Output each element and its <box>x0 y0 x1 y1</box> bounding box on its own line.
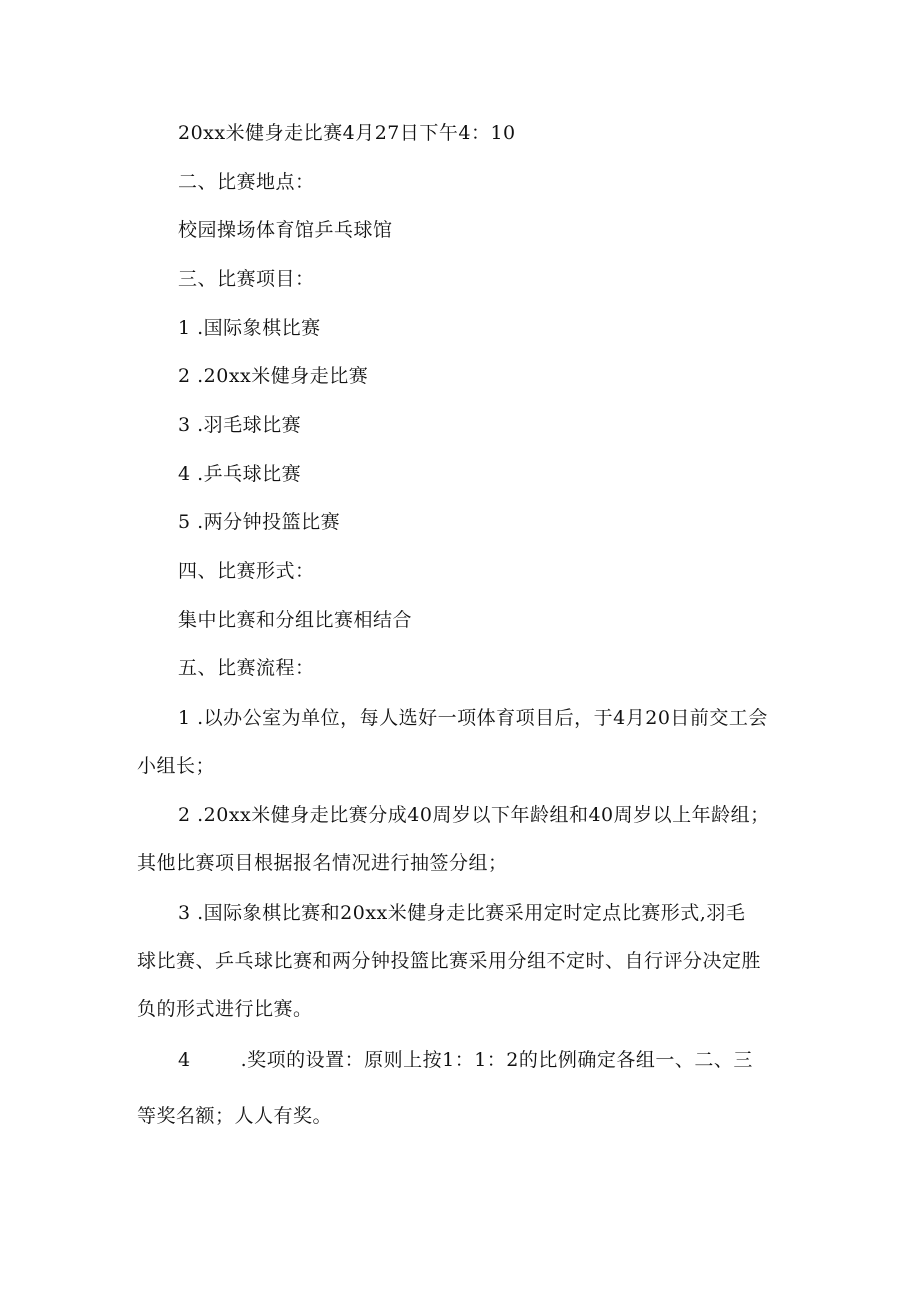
process-item-4-number: 4 <box>178 1049 191 1071</box>
process-item-1-line-1: 1 .以办公室为单位，每人选好一项体育项目后，于4月20日前交工会 <box>178 707 768 729</box>
section-heading-venue: 二、比赛地点： <box>178 171 315 193</box>
format-text: 集中比赛和分组比赛相结合 <box>178 609 413 631</box>
schedule-line: 20xx米健身走比赛4月27日下午4：10 <box>178 122 516 144</box>
process-item-4-line-1 <box>178 1048 753 1072</box>
section-heading-process: 五、比赛流程： <box>178 657 315 679</box>
event-item: 3 .羽毛球比赛 <box>178 414 302 436</box>
event-item: 4 .乒乓球比赛 <box>178 463 302 485</box>
venue-text: 校园操场体育馆乒乓球馆 <box>178 219 393 241</box>
process-item-2-line-2: 其他比赛项目根据报名情况进行抽签分组； <box>137 852 508 874</box>
process-item-3-line-3: 负的形式进行比赛。 <box>137 998 313 1020</box>
process-item-3-line-2: 球比赛、乒乓球比赛和两分钟投篮比赛采用分组不定时、自行评分决定胜 <box>137 950 762 972</box>
process-item-4-text: .奖项的设置：原则上按1：1：2的比例确定各组一、二、三 <box>240 1049 753 1071</box>
process-item-2-line-1: 2 .20xx米健身走比赛分成40周岁以下年龄组和40周岁以上年龄组； <box>178 804 770 826</box>
section-heading-events: 三、比赛项目： <box>178 268 315 290</box>
process-item-3-line-1: 3 .国际象棋比赛和20xx米健身走比赛采用定时定点比赛形式,羽毛 <box>178 902 746 924</box>
section-heading-format: 四、比赛形式： <box>178 560 315 582</box>
event-item: 5 .两分钟投篮比赛 <box>178 511 341 533</box>
process-item-4-line-2: 等奖名额；人人有奖。 <box>137 1105 333 1127</box>
event-item: 1 .国际象棋比赛 <box>178 317 321 339</box>
event-item: 2 .20xx米健身走比赛 <box>178 365 369 387</box>
process-item-1-line-2: 小组长； <box>137 755 216 777</box>
